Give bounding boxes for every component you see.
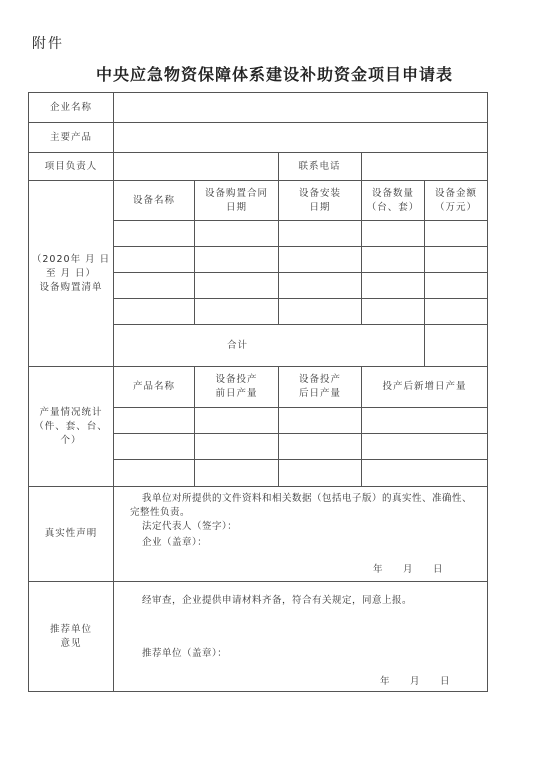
capacity-label-line2: （件、套、台、: [34, 420, 108, 432]
main-products-label: 主要产品: [49, 131, 92, 143]
row-divider: [113, 407, 488, 408]
header-line1: 设备购置合同: [204, 187, 268, 199]
form-title: 中央应急物资保障体系建设补助资金项目申请表: [95, 65, 453, 84]
header-line2: （台、套）: [366, 201, 420, 213]
row-divider: [113, 433, 488, 434]
row-divider: [113, 298, 488, 299]
table-border-bottom: [28, 691, 488, 692]
equipment-list-label-line3: 设备购置清单: [39, 281, 103, 293]
capacity-header-increase: 投产后新增日产量: [382, 381, 467, 392]
legal-rep-signature: 法定代表人（签字）：: [142, 521, 238, 532]
row-divider: [113, 459, 488, 460]
equipment-header-contract-date: [195, 181, 278, 220]
capacity-header-after: [279, 367, 361, 407]
company-name-label: 企业名称: [49, 101, 92, 113]
recommendation-label: [29, 582, 113, 691]
company-seal: 企业（盖章）：: [142, 537, 208, 548]
equipment-header-install-date: [279, 181, 361, 220]
equipment-list-label-line2: 至 月 日）: [45, 267, 97, 279]
table-border-right: [487, 92, 488, 692]
header-line2: 日期: [309, 201, 331, 213]
total-label: 合计: [226, 339, 248, 351]
declaration-line2: 完整性负责。: [130, 507, 191, 518]
equipment-header-name: [114, 181, 194, 220]
header-line2: 前日产量: [215, 388, 258, 399]
header-line2: （万元）: [434, 201, 477, 213]
header-line2: 日期: [225, 201, 247, 213]
declaration-text: [130, 492, 480, 520]
header-line1: 设备安装: [298, 187, 341, 199]
row-divider: [113, 220, 488, 221]
project-leader-label: 项目负责人: [44, 160, 98, 172]
recommendation-text: 经审查，企业提供申请材料齐备，符合有关规定，同意上报。: [142, 595, 413, 606]
header-line1: 设备投产: [215, 374, 258, 385]
attachment-label: 附件: [32, 36, 64, 52]
project-leader-field[interactable]: [114, 153, 278, 180]
header-line1: 设备投产: [298, 374, 341, 385]
capacity-header-before: [195, 367, 278, 407]
capacity-label-line3: 个）: [60, 434, 82, 446]
capacity-header-product: [114, 367, 194, 407]
equipment-header-quantity: [362, 181, 424, 220]
recommending-unit-seal: 推荐单位（盖章）：: [142, 648, 228, 659]
capacity-label-line1: 产量情况统计: [39, 406, 103, 418]
capacity-stats-label: [29, 367, 113, 486]
main-products-field[interactable]: [114, 123, 487, 152]
contact-phone-label: 联系电话: [298, 160, 341, 172]
contact-phone-field[interactable]: [362, 153, 487, 180]
authenticity-label: 真实性声明: [44, 528, 98, 539]
header-line2: 后日产量: [298, 388, 341, 399]
row-divider: [113, 272, 488, 273]
header-line1: 设备名称: [132, 194, 175, 206]
header-line1: 产品名称: [132, 381, 175, 392]
recommend-label-line2: 意见: [60, 637, 82, 649]
declaration-date: 年 月 日: [373, 564, 444, 575]
recommendation-date: 年 月 日: [380, 676, 451, 687]
header-line1: 设备数量: [371, 187, 414, 199]
equipment-list-label: [29, 181, 113, 366]
company-name-field[interactable]: [114, 93, 487, 122]
header-line1: 设备金额: [434, 187, 477, 199]
equipment-header-amount: [425, 181, 487, 220]
declaration-line1: 我单位对所提供的文件资料和相关数据（包括电子版）的真实性、准确性、: [142, 493, 473, 504]
recommend-label-line1: 推荐单位: [49, 623, 92, 635]
equipment-list-label-line1: （2020年 月 日: [31, 253, 111, 265]
row-divider: [113, 246, 488, 247]
